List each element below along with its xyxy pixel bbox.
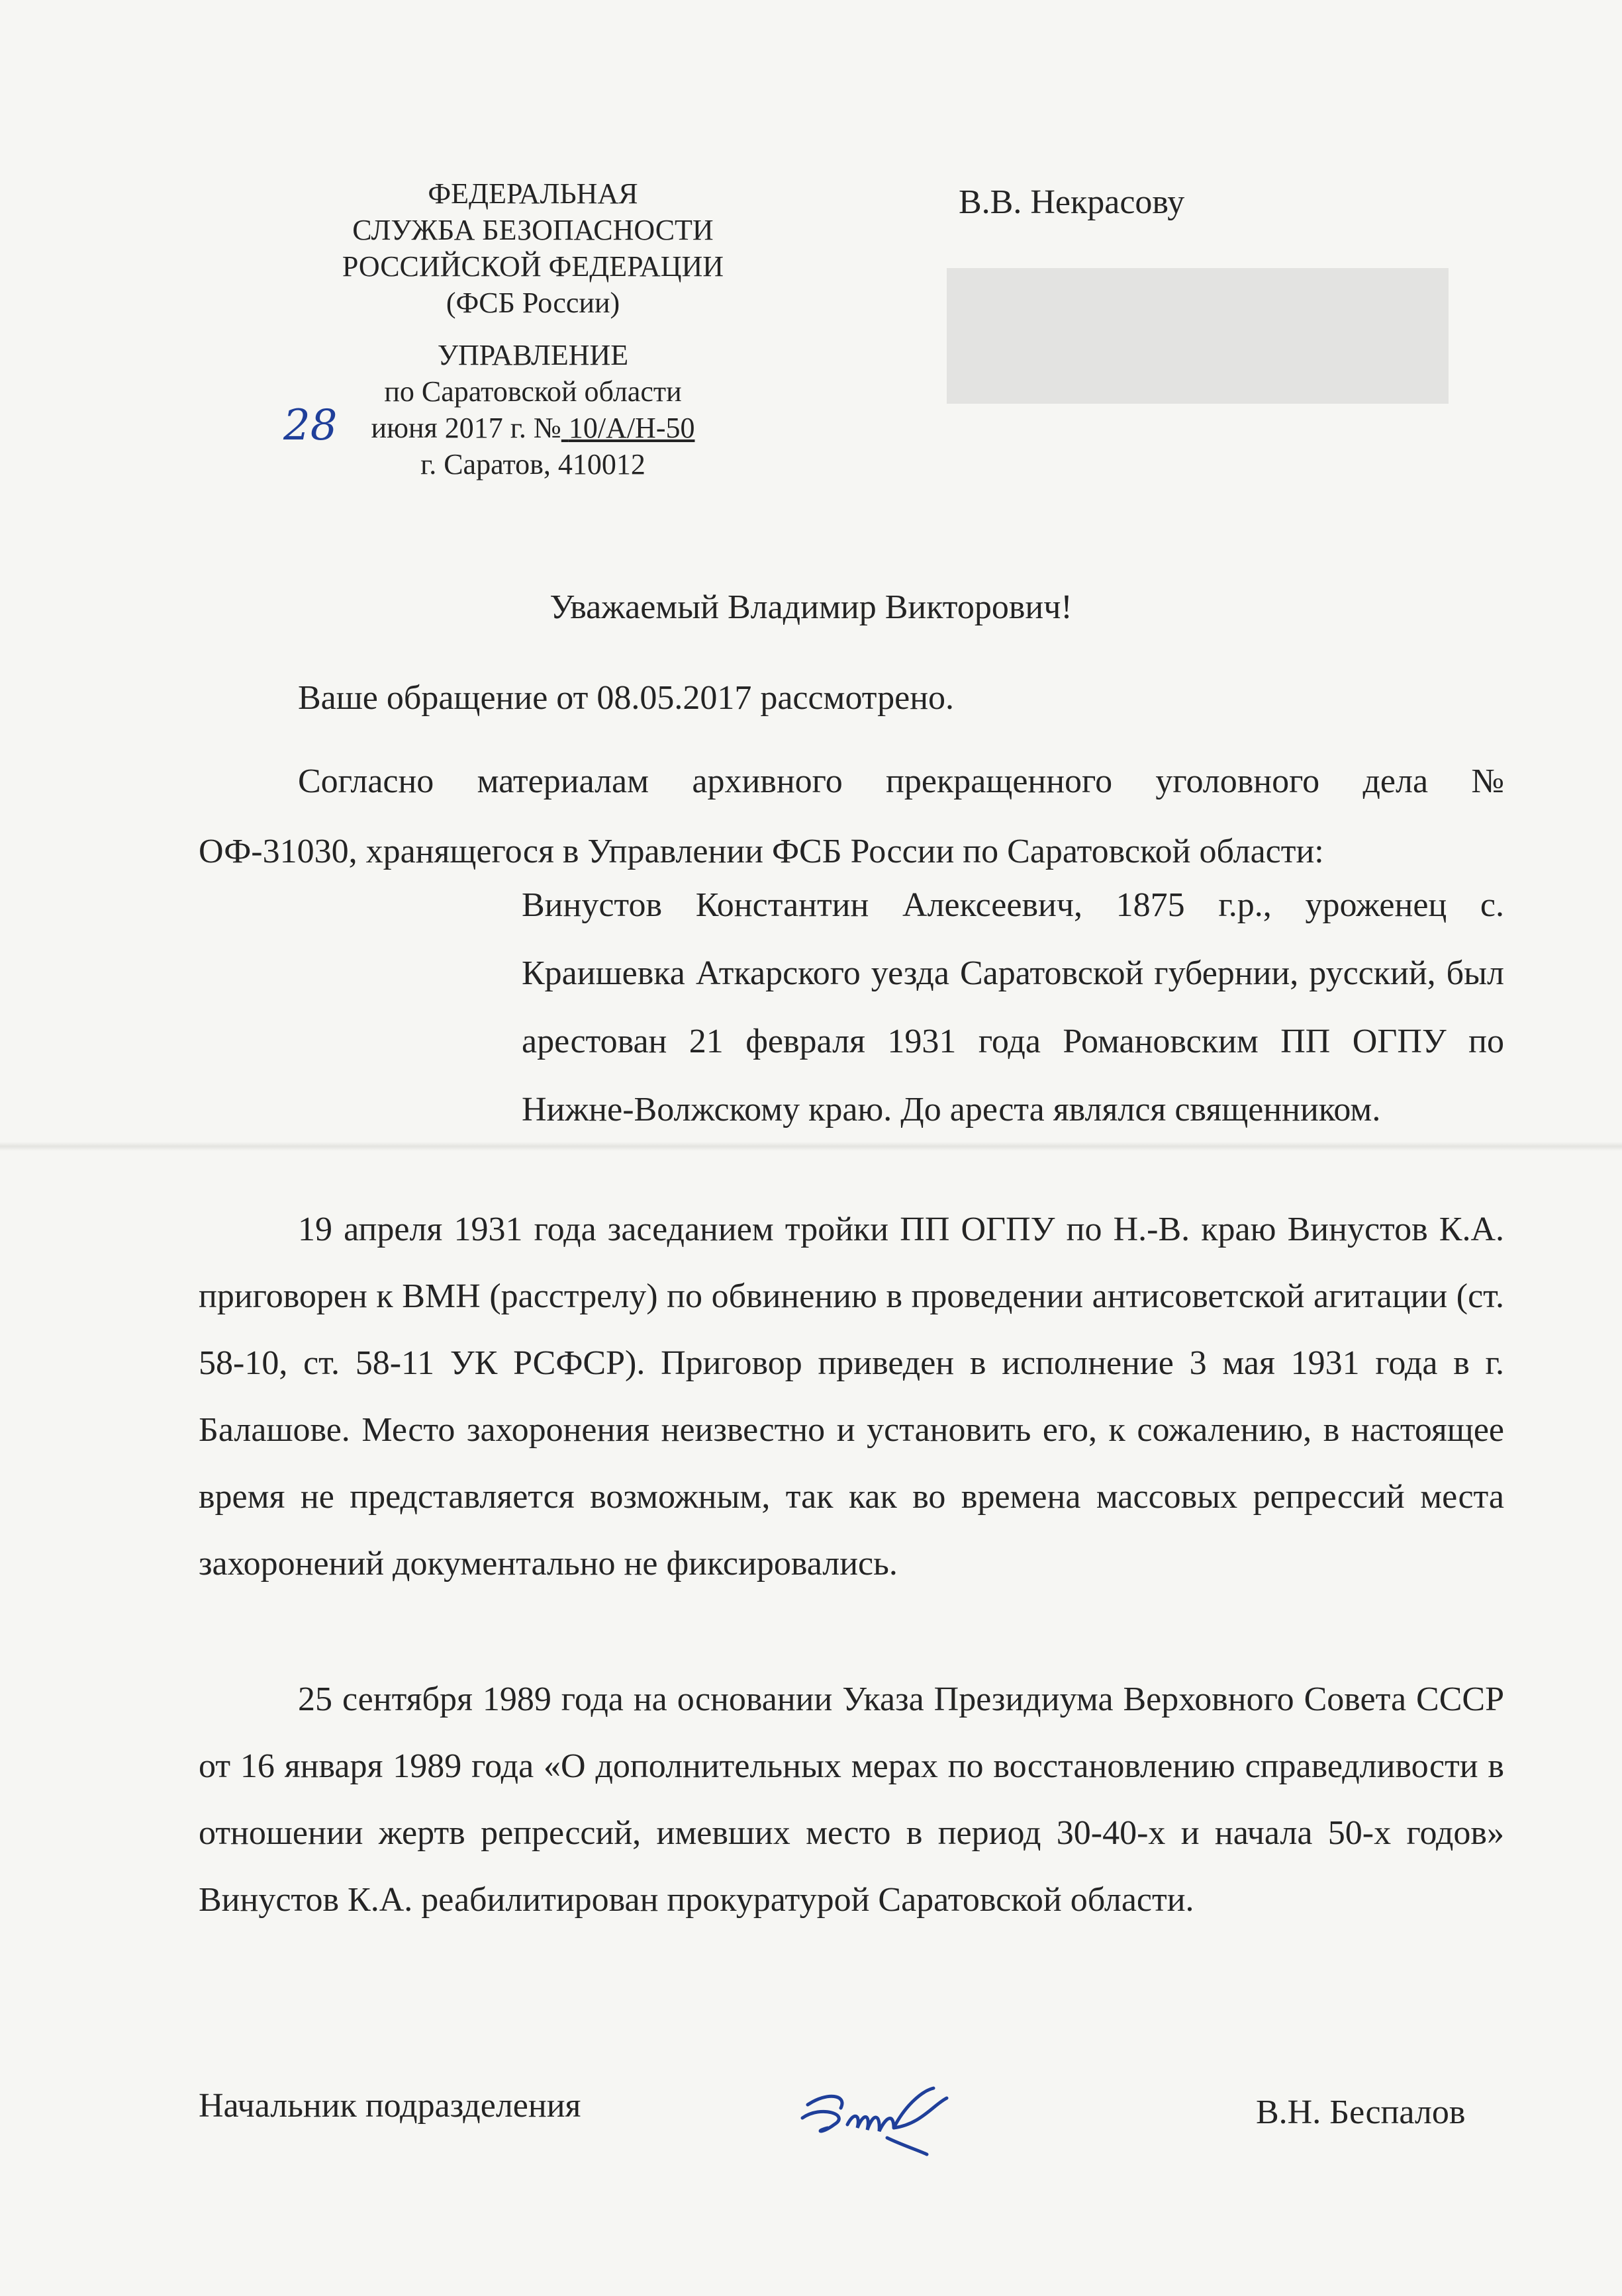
org-name-line2: СЛУЖБА БЕЗОПАСНОСТИ: [352, 214, 714, 246]
paragraph-2: [199, 747, 1504, 887]
reference-number: 10/А/Н-50: [568, 412, 695, 444]
date-number-line: [285, 410, 781, 446]
handwritten-day: 28: [283, 401, 338, 450]
dept-line1: УПРАВЛЕНИЕ: [437, 339, 629, 371]
paragraph-2-line1: Согласно материалам архивного прекращенного уголовного дела №: [298, 762, 1504, 800]
greeting: Уважаемый Владимир Викторович!: [549, 588, 1073, 626]
org-short-name: (ФСБ России): [446, 287, 620, 319]
paragraph-2-line2: ОФ-31030, хранящегося в Управлении ФСБ России по Саратовской области:: [199, 833, 1324, 870]
handwritten-signature: [788, 2078, 967, 2164]
signatory-name: В.Н. Беспалов: [1256, 2093, 1466, 2131]
sender-block: [285, 175, 781, 482]
addressee: В.В. Некрасову: [959, 183, 1185, 221]
signatory-title: Начальник подразделения: [199, 2087, 581, 2125]
paragraph-rehabilitation: 25 сентября 1989 года на основании Указа Президиума Верховного Совета СССР от 16 января 1989 года «О дополнительных мерах по восстановлению справедливости в отношении жертв репрессий, имевших место в период 30-40-х и начала 50-х годов» Винустов К.А. реабилитирован прокуратурой Саратовской области.: [199, 1680, 1504, 1919]
paragraph-sentence: 19 апреля 1931 года заседанием тройки ПП ОГПУ по Н.-В. краю Винустов К.А. приговорен к ВМН (расстрелу) по обвинению в проведении антисоветской агитации (ст. 58-10, ст. 58-11 УК РСФСР). Приговор приведен в исполнение 3 мая 1931 года в г. Балашове. Место захоронения неизвестно и установить его, к сожалению, в настоящее время не представляется возможным, так как во времена массовых репрессий места захоронений документально не фиксировались.: [199, 1211, 1504, 1583]
dept-line2: по Саратовской области: [384, 375, 682, 408]
city-zip: г. Саратов, 410012: [420, 448, 645, 481]
date-prefix: июня 2017 г. №: [371, 412, 561, 444]
org-name-line3: РОССИЙСКОЙ ФЕДЕРАЦИИ: [342, 250, 724, 283]
org-name-line1: ФЕДЕРАЛЬНАЯ: [428, 177, 638, 210]
case-details: Винустов Константин Алексеевич, 1875 г.р., уроженец с. Краишевка Аткарского уезда Саратовской губернии, русский, был арестован 21 февраля 1931 года Романовским ПП ОГПУ по Нижне-Волжскому краю. До ареста являлся священником.: [522, 886, 1504, 1128]
redacted-area: [947, 268, 1449, 404]
paragraph-1: Ваше обращение от 08.05.2017 рассмотрено.: [298, 679, 955, 717]
